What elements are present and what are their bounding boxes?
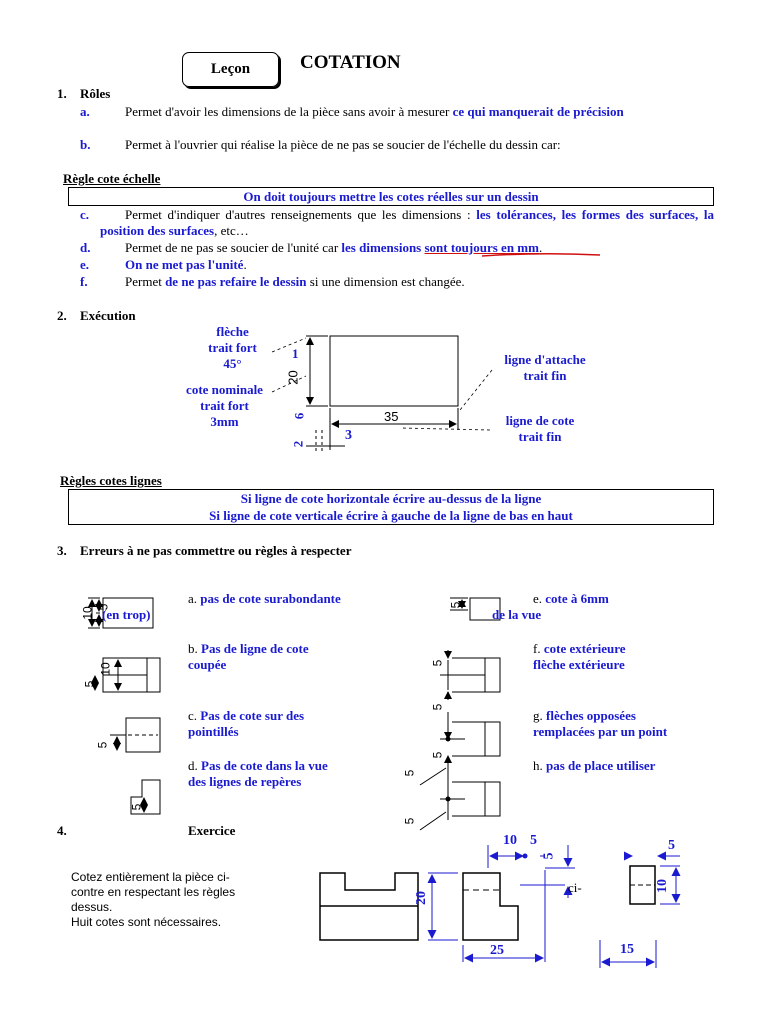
- error-f-line-2: flèche extérieure: [533, 657, 625, 672]
- item-c-key: c.: [80, 207, 90, 222]
- error-h-text: pas de place utiliser: [546, 758, 656, 773]
- exercise-dim-20: 20: [414, 891, 429, 905]
- error-g-key: g.: [533, 708, 543, 723]
- exec-gap-2: 2: [290, 440, 306, 448]
- item-e-tail: .: [243, 257, 247, 272]
- error-f-line-1: cote extérieure: [543, 641, 626, 656]
- item-d-key: d.: [80, 240, 91, 255]
- label-nominal-line-2: trait fort: [200, 398, 249, 413]
- item-e-highlight: On ne met pas l'unité: [125, 257, 244, 272]
- label-arrow-line-2: trait fort: [208, 340, 257, 355]
- error-b: [188, 641, 309, 673]
- exercise-line-4: Huit cotes sont nécessaires.: [71, 915, 222, 929]
- fig-c-five: 5: [95, 741, 110, 749]
- label-arrow-line-1: flèche: [216, 324, 249, 339]
- exercise-dim-25: 25: [490, 943, 504, 958]
- exercise-dim-5b: 5: [541, 852, 557, 860]
- fig-f-five-top: 5: [430, 659, 445, 667]
- fig-d-five: 5: [129, 803, 144, 811]
- error-e-line-2: de la vue: [492, 607, 542, 622]
- error-b-key: b.: [188, 641, 198, 656]
- item-d-underlined: sont toujours en mm: [424, 240, 539, 255]
- fig-e-five: 5: [448, 601, 463, 609]
- section-2-title: Exécution: [80, 308, 136, 323]
- exec-dim-20: 20: [285, 370, 301, 385]
- error-b-line-2: coupée: [188, 657, 227, 672]
- exercise-dim-10b: 10: [655, 879, 670, 893]
- error-e-line-1: cote à 6mm: [545, 591, 609, 606]
- fig-a-ten: 10: [80, 606, 95, 620]
- exercise-line-3: dessus.: [71, 900, 113, 914]
- item-d-plain: Permet de ne pas se soucier de l'unité car: [125, 240, 342, 255]
- label-cote-line-1: ligne de cote: [505, 413, 575, 428]
- label-arrow-line-3: 45°: [223, 356, 242, 371]
- item-d-highlight: les dimensions: [341, 240, 425, 255]
- item-a-highlight: ce qui manquerait de précision: [452, 104, 624, 119]
- section-1-title: Rôles: [80, 86, 111, 101]
- exercise-line-1: Cotez entièrement la pièce ci-: [71, 870, 230, 884]
- error-g: [533, 708, 667, 740]
- error-h-key: h.: [533, 758, 543, 773]
- item-b-key: b.: [80, 137, 91, 152]
- fig-h-five-bottom: 5: [402, 817, 417, 825]
- rules-lines-title: Règles cotes lignes: [60, 473, 162, 488]
- rule-scale-title: Règle cote échelle: [63, 171, 161, 186]
- error-c: [188, 708, 304, 740]
- item-f-highlight: de ne pas refaire le dessin: [165, 274, 307, 289]
- section-3-title: Erreurs à ne pas commettre ou règles à respecter: [80, 543, 352, 558]
- error-d-key: d.: [188, 758, 198, 773]
- exercise-side-view: [463, 873, 518, 940]
- label-cote-line-2: trait fin: [518, 429, 562, 444]
- section-3-number: 3.: [57, 543, 67, 558]
- error-a-key: a.: [188, 591, 198, 606]
- rule-vertical: Si ligne de cote verticale écrire à gauche de la ligne de bas en haut: [209, 508, 573, 523]
- rule-scale-box: On doit toujours mettre les cotes réelles sur un dessin: [68, 187, 714, 206]
- label-attache-line-2: trait fin: [523, 368, 567, 383]
- error-e-key: e.: [533, 591, 543, 606]
- item-b-text: Permet à l'ouvrier qui réalise la pièce de ne pas se soucier de l'échelle du dessin car:: [125, 137, 561, 152]
- exec-dim-35: 35: [384, 409, 399, 424]
- exercise-dim-5c: 5: [668, 838, 675, 853]
- section-4-title: Exercice: [188, 823, 236, 838]
- error-c-line-2: pointillés: [188, 724, 239, 739]
- error-f: [533, 641, 626, 673]
- error-f-key: f.: [533, 641, 541, 656]
- label-nominal-line-1: cote nominale: [186, 382, 263, 397]
- item-f-tail: si une dimension est changée.: [306, 274, 465, 289]
- fig-g-five-bottom: 5: [430, 751, 445, 759]
- item-c-tail: , etc…: [214, 223, 249, 238]
- lesson-label: Leçon: [182, 52, 279, 87]
- exercise-line-2: contre en respectant les règles: [71, 885, 236, 899]
- item-c-highlight: les tolérances, les formes des surfaces, la position des surfaces: [100, 207, 715, 238]
- exercise-dim-15: 15: [620, 942, 634, 957]
- exec-gap-1: 1: [292, 346, 299, 361]
- label-attache-line-1: ligne d'attache: [504, 352, 586, 367]
- error-g-line-2: remplacées par un point: [533, 724, 668, 739]
- section-2-number: 2.: [57, 308, 67, 323]
- exercise-dim-5a: 5: [530, 833, 537, 848]
- item-f-plain: Permet: [125, 274, 166, 289]
- error-d: [188, 758, 328, 790]
- error-h: [533, 758, 655, 774]
- fig-b-five: 5: [82, 680, 97, 688]
- exercise-dim-10: 10: [503, 833, 517, 848]
- item-f-key: f.: [80, 274, 88, 289]
- exercise-ci: ci-: [568, 880, 582, 895]
- exec-rect: [330, 336, 458, 406]
- error-g-line-1: flèches opposées: [546, 708, 636, 723]
- item-a-plain: Permet d'avoir les dimensions de la pièce sans avoir à mesurer: [125, 104, 453, 119]
- rules-lines-box: [68, 489, 714, 525]
- error-a-text: pas de cote surabondante: [200, 591, 341, 606]
- exec-gap-6: 6: [291, 412, 307, 420]
- error-d-line-2: des lignes de repères: [188, 774, 302, 789]
- fig-b-ten: 10: [98, 662, 113, 676]
- error-a-sub: (en trop): [102, 607, 151, 622]
- error-c-line-1: Pas de cote sur des: [200, 708, 305, 723]
- item-c-plain: Permet d'indiquer d'autres renseignements que les dimensions :: [125, 207, 477, 222]
- item-a-key: a.: [80, 104, 90, 119]
- section-1-number: 1.: [57, 86, 67, 101]
- error-b-line-1: Pas de ligne de cote: [201, 641, 309, 656]
- error-d-line-1: Pas de cote dans la vue: [201, 758, 328, 773]
- error-a: [188, 591, 341, 607]
- section-4-number: 4.: [57, 823, 67, 838]
- item-e-key: e.: [80, 257, 90, 272]
- fig-g-five-top: 5: [430, 703, 445, 711]
- exec-gap-3: 3: [345, 428, 352, 443]
- item-d-tail: .: [538, 240, 543, 255]
- exercise-instructions: [71, 870, 235, 930]
- fig-h-five-top: 5: [402, 769, 417, 777]
- error-c-key: c.: [188, 708, 198, 723]
- fig-a-five: 5: [96, 603, 111, 611]
- label-nominal-line-3: 3mm: [210, 414, 239, 429]
- page-title: COTATION: [300, 52, 401, 73]
- error-e: [533, 591, 609, 607]
- rule-horizontal: Si ligne de cote horizontale écrire au-dessus de la ligne: [240, 491, 542, 506]
